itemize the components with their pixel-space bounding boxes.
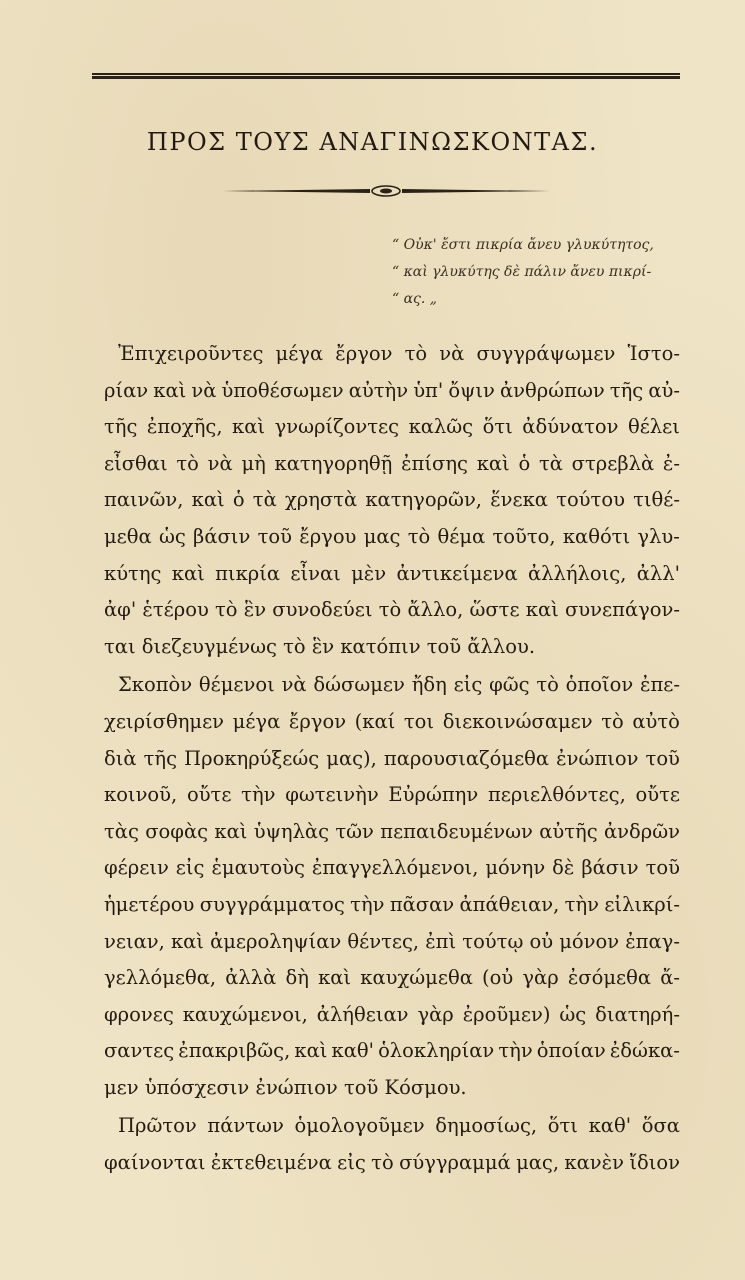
text-line: παινῶν, καὶ ὁ τὰ χρηστὰ κατηγορῶν, ἕνεκα τούτου τιθέ-: [104, 488, 680, 512]
text-line: Πρῶτον πάντων ὁμολογοῦμεν δημοσίως, ὅτι καθ' ὅσα: [118, 1114, 680, 1138]
text-line: γελλόμεθα, ἀλλὰ δὴ καὶ καυχώμεθα (οὐ γὰρ ἐσόμεθα ἄ-: [104, 966, 680, 990]
top-rule: [92, 72, 680, 80]
body-text: [104, 336, 680, 1184]
epigraph: [392, 232, 692, 313]
paragraph: [104, 1108, 680, 1181]
ornament-divider: [222, 183, 550, 199]
text-line: διὰ τῆς Προκηρύξεώς μας), παρουσιαζόμεθα ἐνώπιον τοῦ: [104, 746, 680, 770]
text-line: νειαν, καὶ ἀμεροληψίαν θέντες, ἐπὶ τούτῳ οὐ μόνον ἐπαγ-: [104, 929, 680, 953]
paragraph: [104, 667, 680, 1106]
text-line: κοινοῦ, οὔτε τὴν φωτεινὴν Εὐρώπην περιελθόντες, οὔτε: [104, 783, 680, 807]
epigraph-line: “ καὶ γλυκύτης δὲ πάλιν ἄνευ πικρί-: [392, 264, 652, 280]
text-line: εἶσθαι τὸ νὰ μὴ κατηγορηθῇ ἐπίσης καὶ ὁ τὰ στρεβλὰ ἐ-: [104, 451, 680, 475]
paragraph: [104, 336, 680, 665]
text-line: ἡμετέρου συγγράμματος τὴν πᾶσαν ἀπάθειαν, τὴν εἰλικρί-: [104, 892, 680, 916]
text-line: χειρίσθημεν μέγα ἔργον (καί τοι διεκοινώσαμεν τὸ αὐτὸ: [104, 709, 680, 733]
page-title: ΠΡΟΣ ΤΟΥΣ ΑΝΑΓΙΝΩΣΚΟΝΤΑΣ.: [146, 128, 599, 156]
text-line: φρονες καυχώμενοι, ἀλήθειαν γὰρ ἐροῦμεν) ὡς διατηρή-: [104, 1002, 680, 1026]
text-line: φαίνονται ἐκτεθειμένα εἰς τὸ σύγγραμμά μας, κανὲν ἴδιον: [104, 1151, 680, 1175]
text-line: ἀφ' ἑτέρου τὸ ἓν συνοδεύει τὸ ἄλλο, ὥστε καὶ συνεπάγον-: [104, 598, 680, 622]
text-line: ται διεζευγμένως τὸ ἓν κατόπιν τοῦ ἄλλου.: [104, 634, 536, 658]
text-line: κύτης καὶ πικρία εἶναι μὲν ἀντικείμενα ἀλλήλοις, ἀλλ': [104, 561, 680, 585]
text-line: μεθα ὡς βάσιν τοῦ ἔργου μας τὸ θέμα τοῦτο, καθότι γλυ-: [104, 524, 680, 548]
text-line: Σκοπὸν θέμενοι νὰ δώσωμεν ἤδη εἰς φῶς τὸ ὁποῖον ἐπε-: [118, 673, 680, 697]
text-line: τῆς ἐποχῆς, καὶ γνωρίζοντες καλῶς ὅτι ἀδύνατον θέλει: [104, 415, 680, 439]
epigraph-line: “ ας. „: [392, 291, 438, 307]
text-line: ρίαν καὶ νὰ ὑποθέσωμεν αὐτὴν ὑπ' ὄψιν ἀνθρώπων τῆς αὐ-: [104, 378, 680, 402]
text-line: Ἐπιχειροῦντες μέγα ἔργον τὸ νὰ συγγράψωμεν Ἱστο-: [118, 342, 680, 365]
text-line: μεν ὑπόσχεσιν ἐνώπιον τοῦ Κόσμου.: [104, 1075, 467, 1099]
text-line: σαντες ἐπακριβῶς, καὶ καθ' ὁλοκληρίαν τὴν ὁποίαν ἐδώκα-: [104, 1039, 680, 1063]
text-line: τὰς σοφὰς καὶ ὑψηλὰς τῶν πεπαιδευμένων αὐτῆς ἀνδρῶν: [104, 819, 680, 843]
text-line: φέρειν εἰς ἑμαυτοὺς ἐπαγγελλόμενοι, μόνην δὲ βάσιν τοῦ: [104, 856, 680, 880]
epigraph-line: “ Οὐκ' ἔστι πικρία ἄνευ γλυκύτητος,: [392, 237, 654, 253]
